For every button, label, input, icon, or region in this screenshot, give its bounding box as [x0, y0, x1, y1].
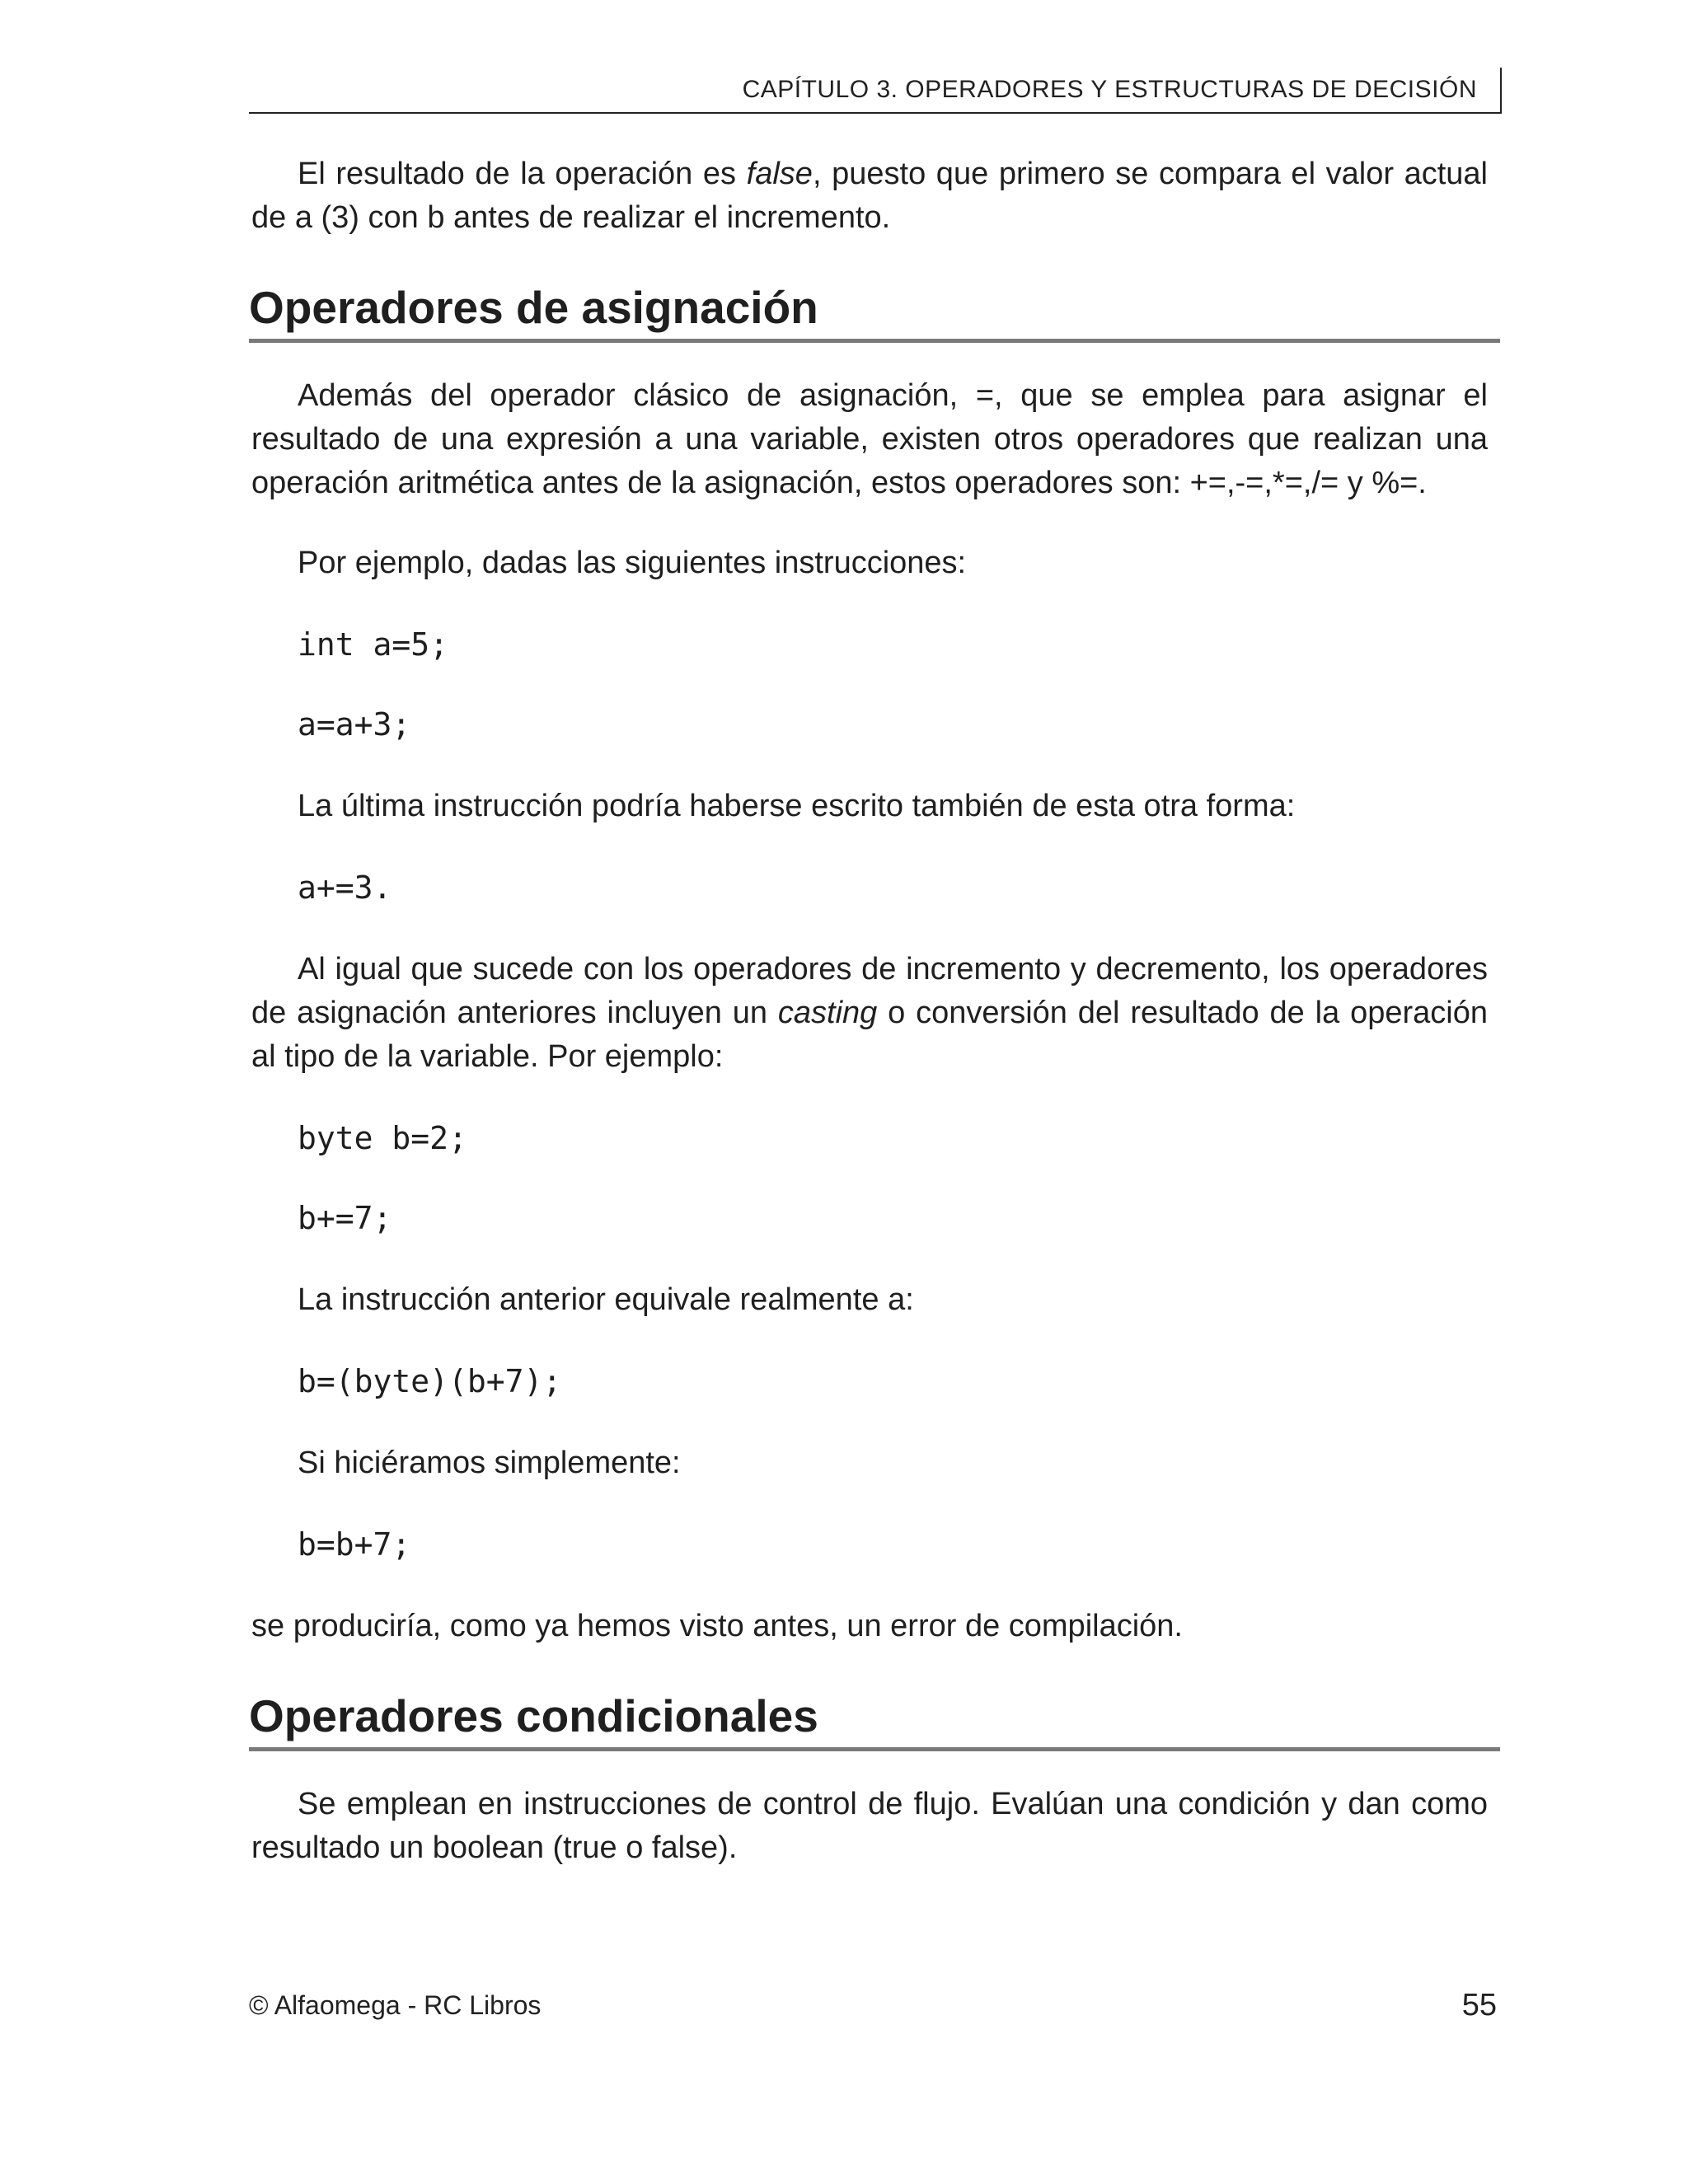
- code-line: b+=7;: [298, 1200, 392, 1236]
- paragraph-ultima-instruccion: La última instrucción podría haberse escrito también de esta otra forma:: [298, 789, 1296, 823]
- paragraph-error-compilacion: se produciría, como ya hemos visto antes, un error de compilación.: [251, 1609, 1183, 1643]
- section-title-asignacion: Operadores de asignación: [249, 281, 1500, 343]
- paragraph-result: El resultado de la operación es false, puesto que primero se compara el valor actual de a (3) con b antes de realizar el incremento.: [251, 157, 1488, 235]
- code-line: byte b=2;: [298, 1120, 467, 1156]
- paragraph-condicionales: Se emplean en instrucciones de control de flujo. Evalúan una condición y dan como resultado un boolean (true o false).: [251, 1787, 1488, 1865]
- paragraph-casting: Al igual que sucede con los operadores de incremento y decremento, los operadores de asignación anteriores incluyen un casting o conversión del resultado de la operación al tipo de la variable. Por ejemplo:: [251, 952, 1488, 1074]
- paragraph-equivale: La instrucción anterior equivale realmente a:: [298, 1282, 914, 1317]
- paragraph-asignacion-intro: Además del operador clásico de asignación, =, que se emplea para asignar el resultado de una expresión a una variable, existen otros operadores que realizan una operación aritmética antes de la asignación, estos operadores son: +=,-=,*=,/= y %=.: [251, 378, 1488, 500]
- code-line: b=(byte)(b+7);: [298, 1363, 562, 1399]
- code-line: int a=5;: [298, 626, 449, 663]
- section-title-condicionales: Operadores condicionales: [249, 1690, 1500, 1751]
- paragraph-si-hicieramos: Si hiciéramos simplemente:: [298, 1446, 681, 1480]
- running-header: [249, 68, 1502, 114]
- footer-publisher: © Alfaomega - RC Libros: [249, 1990, 542, 2020]
- code-line: a=a+3;: [298, 706, 411, 743]
- italic-false: false: [746, 157, 813, 191]
- paragraph-ejemplo: Por ejemplo, dadas las siguientes instrucciones:: [298, 546, 967, 580]
- page-number: 55: [1461, 1988, 1497, 2022]
- code-line: a+=3.: [298, 869, 392, 906]
- italic-casting: casting: [777, 996, 878, 1030]
- page-content: [251, 152, 1488, 1870]
- code-line: b=b+7;: [298, 1526, 411, 1563]
- chapter-title: CAPÍTULO 3. OPERADORES Y ESTRUCTURAS DE DECISIÓN: [742, 76, 1477, 103]
